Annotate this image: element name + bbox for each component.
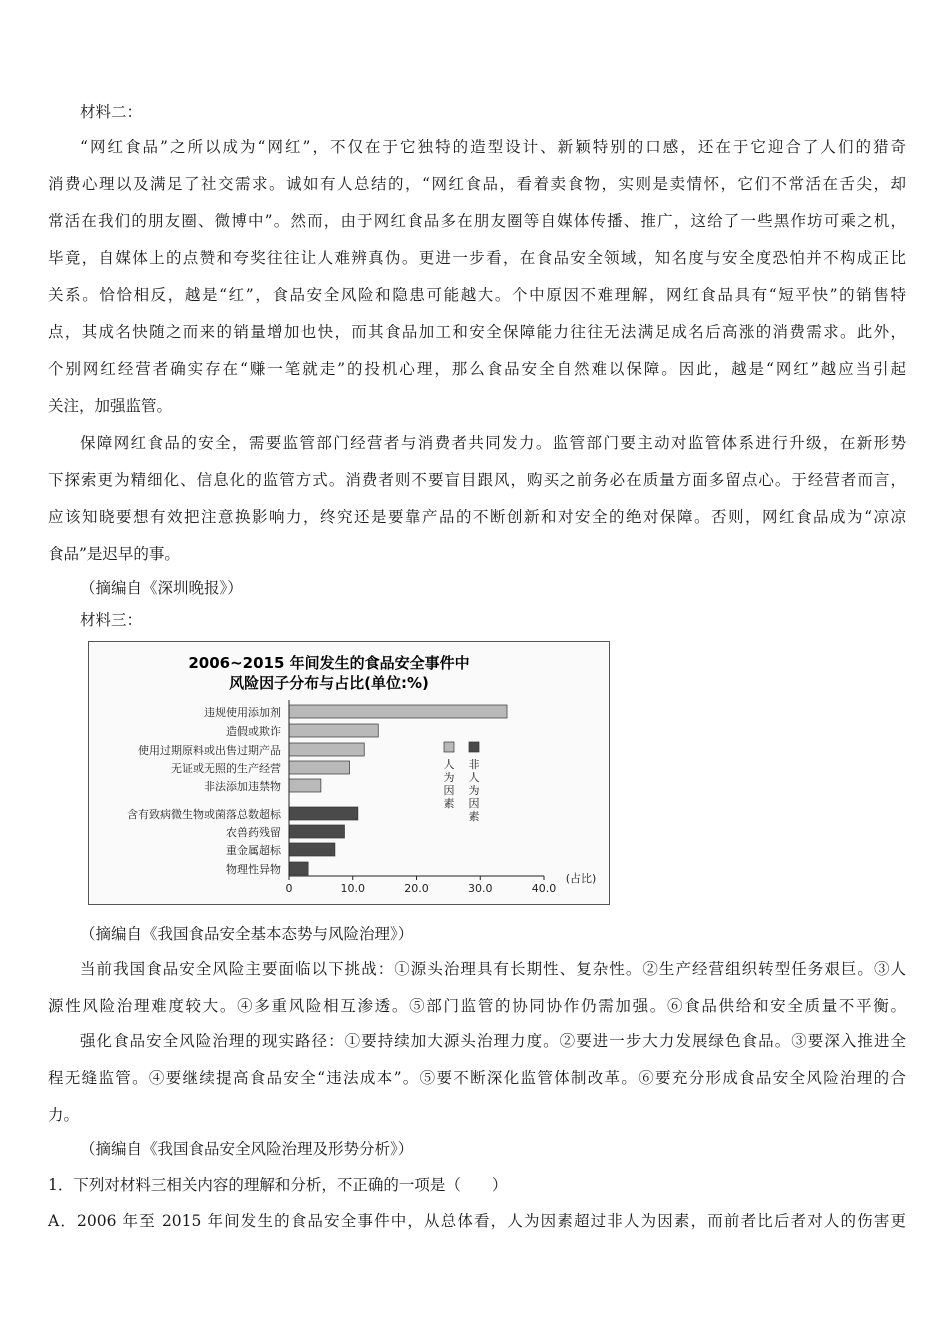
para1-line-5: 关系。恰恰相反，越是“红”，食品安全风险和隐患可能越大。个中原因不难理解，网红食品具有“短平快”的销售特 [48, 286, 906, 304]
x-tick-label: 40.0 [531, 882, 557, 895]
heading-material-2: 材料二： [80, 103, 143, 121]
para2-line-4: 食品”是迟早的事。 [48, 545, 180, 563]
legend-non-human-label: 非人为因素 [468, 758, 480, 823]
x-tick-label: 0 [285, 882, 293, 895]
para1-line-7: 个别网红经营者确实存在“赚一笔就走”的投机心理，那么食品安全自然难以保障。因此，越是“网红”越应当引起 [48, 360, 906, 378]
x-tick-label: 10.0 [340, 882, 365, 895]
para4-line-3: 力。 [48, 1106, 80, 1124]
bar-non-human [289, 807, 358, 820]
para1-line-6: 点，其成名快随之而来的销量增加也快，而其食品加工和安全保障能力往往无法满足成名后高涨的消费需求。此外， [48, 323, 906, 341]
category-label: 使用过期原料或出售过期产品 [138, 744, 281, 757]
para4-line-2: 程无缝监管。④要继续提高食品安全“违法成本”。⑤要不断深化监管体制改革。⑥要充分形成食品安全风险治理的合 [48, 1069, 906, 1087]
question-1: 1．下列对材料三相关内容的理解和分析，不正确的一项是（ ） [48, 1176, 508, 1194]
source-risk-governance: （摘编自《我国食品安全风险治理及形势分析》） [80, 1140, 414, 1158]
question-1-option-a: A．2006 年至 2015 年间发生的食品安全事件中，从总体看，人为因素超过非人为因素，而前者比后者对人的伤害更 [48, 1212, 906, 1230]
chart-title-line-1: 2006~2015 年间发生的食品安全事件中 [188, 654, 470, 672]
bar-non-human [289, 862, 308, 875]
chart-title-line-2: 风险因子分布与占比(单位:%) [229, 674, 429, 692]
chart-legend [444, 742, 480, 823]
para2-line-2: 下探索更为精细化、信息化的监管方式。消费者则不要盲目跟风，购买之前务必在质量方面多留点心。于经营者而言， [48, 471, 906, 489]
bar-human [289, 705, 507, 718]
category-label: 非法添加违禁物 [204, 780, 281, 793]
category-label: 含有致病微生物或菌落总数超标 [127, 808, 281, 821]
para3-line-2: 源性风险治理难度较大。④多重风险相互渗透。⑤部门监管的协同协作仍需加强。⑥食品供给和安全质量不平衡。 [48, 997, 906, 1015]
para4-line-1: 强化食品安全风险治理的现实路径：①要持续加大源头治理力度。②要进一步大力发展绿色食品。③要深入推进全 [80, 1032, 906, 1050]
para1-line-3: 常活在我们的朋友圈、微博中”。然而，由于网红食品多在朋友圈等自媒体传播、推广，这给了一些黑作坊可乘之机， [48, 212, 906, 230]
risk-factor-chart [88, 641, 610, 905]
chart-canvas [89, 642, 609, 904]
category-label: 重金属超标 [226, 844, 281, 857]
category-label: 物理性异物 [226, 863, 281, 876]
para2-line-3: 应该知晓要想有效把注意换影响力，终究还是要靠产品的不断创新和对安全的绝对保障。否则，网红食品成为“凉凉 [48, 508, 906, 526]
para1-line-1: “网红食品”之所以成为“网红”，不仅在于它独特的造型设计、新颖特别的口感，还在于它迎合了人们的猎奇 [80, 138, 906, 156]
bar-human [289, 761, 350, 774]
source-food-safety-situation: （摘编自《我国食品安全基本态势与风险治理》） [80, 925, 414, 943]
bar-non-human [289, 825, 344, 838]
para2-line-1: 保障网红食品的安全，需要监管部门经营者与消费者共同发力。监管部门要主动对监管体系进行升级，在新形势 [80, 434, 906, 452]
legend-human-swatch [444, 742, 454, 752]
para1-line-4: 毕竟，自媒体上的点赞和夸奖往往让人难辨真伪。更进一步看，在食品安全领域，知名度与安全度恐怕并不构成正比 [48, 249, 906, 267]
x-tick-label: 20.0 [404, 882, 429, 895]
legend-human-label: 人为因素 [443, 758, 455, 810]
source-shenzhen: （摘编自《深圳晚报》） [80, 579, 243, 597]
x-axis-label: (占比) [565, 872, 597, 885]
heading-material-3: 材料三： [80, 611, 143, 629]
category-label: 造假或欺诈 [226, 725, 281, 738]
bar-human [289, 743, 364, 756]
category-label: 违规使用添加剂 [204, 706, 281, 719]
category-label: 农兽药残留 [226, 826, 281, 839]
para1-line-2: 消费心理以及满足了社交需求。诚如有人总结的，“网红食品，看着卖食物，实则是卖情怀，它们不常活在舌尖，却 [48, 175, 906, 193]
bar-human [289, 724, 378, 737]
para3-line-1: 当前我国食品安全风险主要面临以下挑战：①源头治理具有长期性、复杂性。②生产经营组织转型任务艰巨。③人 [80, 960, 906, 978]
para1-line-8: 关注，加强监管。 [48, 397, 173, 415]
legend-non-human-swatch [469, 742, 479, 752]
bar-non-human [289, 843, 335, 856]
x-tick-label: 30.0 [468, 882, 493, 895]
category-label: 无证或无照的生产经营 [171, 762, 281, 775]
bar-human [289, 779, 321, 792]
